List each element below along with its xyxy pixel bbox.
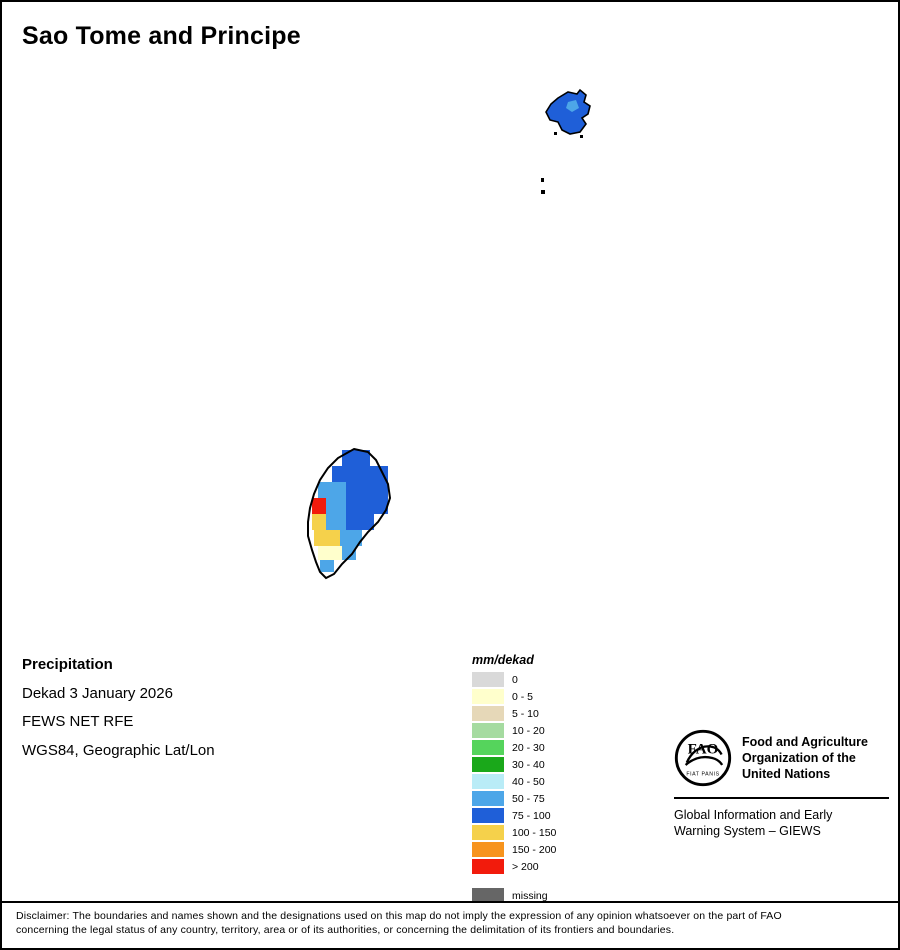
svg-text:FAO: FAO xyxy=(687,741,719,758)
legend-item xyxy=(472,688,622,705)
legend-item xyxy=(472,671,622,688)
info-heading: Precipitation xyxy=(22,656,113,673)
legend-label: 75 - 100 xyxy=(512,809,551,822)
legend-swatch xyxy=(472,740,504,755)
legend-label: > 200 xyxy=(512,860,539,873)
info-source: FEWS NET RFE xyxy=(22,713,134,730)
disclaimer xyxy=(2,901,898,948)
legend-item xyxy=(472,739,622,756)
island-principe xyxy=(546,90,590,138)
legend-label: missing xyxy=(512,889,548,902)
fao-system-line-1: Global Information and Early xyxy=(674,808,833,822)
legend-swatch xyxy=(472,859,504,874)
legend-swatch xyxy=(472,774,504,789)
island-sao-tome xyxy=(308,449,390,578)
legend-item xyxy=(472,807,622,824)
fao-system-line-2: Warning System – GIEWS xyxy=(674,824,821,839)
legend-label: 40 - 50 xyxy=(512,775,545,788)
legend-swatch xyxy=(472,689,504,704)
fao-org-line-3: United Nations xyxy=(742,767,831,781)
legend-label: 0 xyxy=(512,673,518,686)
info-dekad: Dekad 3 January 2026 xyxy=(22,684,173,702)
legend-swatch xyxy=(472,842,504,857)
legend-swatch xyxy=(472,723,504,738)
map-info-block xyxy=(22,657,422,771)
legend-swatch xyxy=(472,706,504,721)
page-title: Sao Tome and Principe xyxy=(22,22,301,50)
legend-item xyxy=(472,722,622,739)
legend-item xyxy=(472,841,622,858)
fao-branding xyxy=(674,729,889,840)
fao-org-line-2: Organization of the xyxy=(742,751,856,765)
legend-item xyxy=(472,773,622,790)
fao-logo-icon xyxy=(674,729,732,787)
legend-label: 30 - 40 xyxy=(512,758,545,771)
legend-rows xyxy=(472,671,622,904)
legend-label: 5 - 10 xyxy=(512,707,539,720)
legend-label: 20 - 30 xyxy=(512,741,545,754)
legend-item xyxy=(472,705,622,722)
legend-swatch xyxy=(472,825,504,840)
legend-item xyxy=(472,824,622,841)
legend-swatch xyxy=(472,757,504,772)
legend-item xyxy=(472,756,622,773)
legend-item xyxy=(472,790,622,807)
legend-swatch xyxy=(472,672,504,687)
legend xyxy=(472,653,622,904)
legend-item xyxy=(472,858,622,875)
legend-label: 150 - 200 xyxy=(512,843,557,856)
legend-label: 10 - 20 xyxy=(512,724,545,737)
islets xyxy=(541,178,545,194)
fao-system-name xyxy=(674,807,889,840)
legend-title: mm/dekad xyxy=(472,653,534,667)
svg-text:FIAT PANIS: FIAT PANIS xyxy=(686,771,720,778)
info-projection: WGS84, Geographic Lat/Lon xyxy=(22,741,215,759)
legend-label: 0 - 5 xyxy=(512,690,534,703)
legend-label: 50 - 75 xyxy=(512,792,545,805)
disclaimer-line-2: concerning the legal status of any country, territory, area or of its authorities, or concerning the delimitation of its frontiers and boundaries. xyxy=(16,924,675,937)
legend-label: 100 - 150 xyxy=(512,826,557,839)
disclaimer-line-1: Disclaimer: The boundaries and names shown and the designations used on this map do not imply the expression of any opinion whatsoever on the part of FAO xyxy=(16,910,782,922)
fao-top-row xyxy=(674,729,889,787)
fao-divider xyxy=(674,797,889,799)
legend-swatch xyxy=(472,791,504,806)
fao-org-line-1: Food and Agriculture xyxy=(742,735,868,749)
fao-org-name xyxy=(742,734,868,782)
legend-swatch xyxy=(472,808,504,823)
